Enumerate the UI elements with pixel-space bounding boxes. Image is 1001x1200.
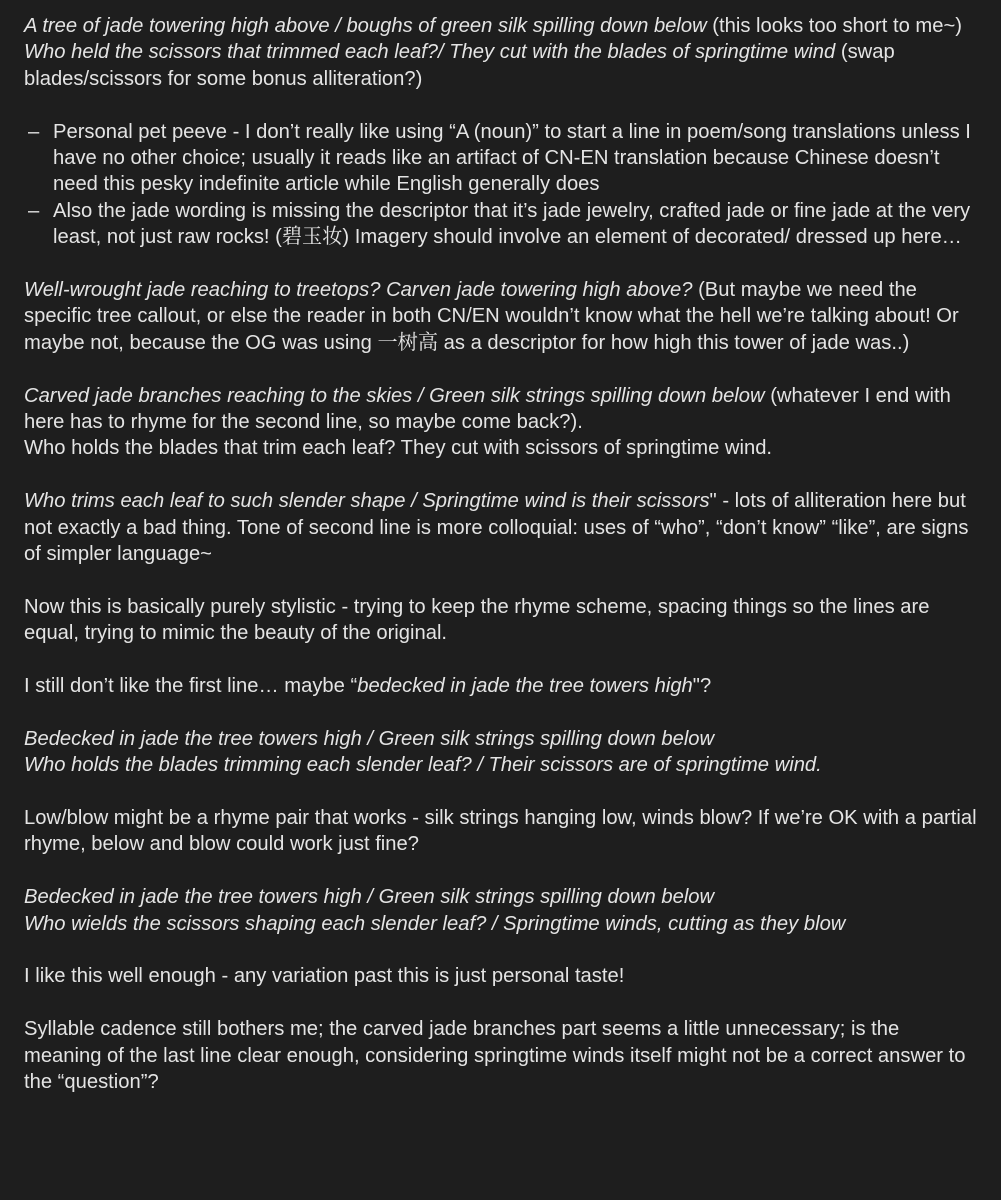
paragraph-spacer bbox=[24, 699, 981, 725]
text-run: Who holds the blades that trim each leaf? They cut with scissors of springtime wind. bbox=[24, 437, 773, 460]
paragraph-spacer bbox=[24, 990, 981, 1016]
paragraph-11 bbox=[24, 805, 981, 858]
paragraph-spacer bbox=[24, 858, 981, 884]
italic-text: Who wields the scissors shaping each slender leaf? / Springtime winds, cutting as they blow bbox=[24, 912, 846, 935]
text-run: (swap blades/scissors for some bonus alliteration?) bbox=[24, 41, 895, 90]
italic-text: bedecked in jade the tree towers high bbox=[357, 675, 693, 698]
italic-text: Bedecked in jade the tree towers high / Green silk strings spilling down below bbox=[24, 886, 715, 909]
paragraph-14 bbox=[24, 963, 981, 989]
paragraph-5 bbox=[24, 435, 981, 461]
italic-text: Bedecked in jade the tree towers high / Green silk strings spilling down below bbox=[24, 727, 715, 750]
italic-text: A tree of jade towering high above / boughs of green silk spilling down below bbox=[24, 15, 707, 37]
paragraph-15 bbox=[24, 1016, 981, 1095]
italic-text: Carved jade branches reaching to the skies / Green silk strings spilling down below bbox=[24, 384, 765, 407]
paragraph-6 bbox=[24, 488, 981, 567]
text-run: Syllable cadence still bothers me; the carved jade branches part seems a little unnecessary; is the meaning of the last line clear enough, considering springtime winds itself might not be a correct answer to the “question”? bbox=[24, 1018, 966, 1094]
paragraph-12 bbox=[24, 884, 981, 910]
italic-text: Who trims each leaf to such slender shape / Springtime wind is their scissors bbox=[24, 490, 710, 513]
paragraph-1 bbox=[24, 13, 981, 39]
text-run: (But maybe we need the specific tree callout, or else the reader in both CN/EN wouldn’t know what the hell we’re talking about! Or maybe not, because the OG was using 一树高 as a descriptor for how high this tower of jade was..) bbox=[24, 279, 959, 354]
paragraph-13 bbox=[24, 911, 981, 937]
paragraph-spacer bbox=[24, 779, 981, 805]
paragraph-3 bbox=[24, 277, 981, 356]
list-item-text: Personal pet peeve - I don’t really like using “A (noun)” to start a line in poem/song translations unless I have no other choice; usually it reads like an artifact of CN-EN translation because Chinese doesn’t need this pesky indefinite article while English generally does bbox=[53, 120, 971, 196]
text-run: "? bbox=[692, 675, 712, 698]
paragraph-7 bbox=[24, 594, 981, 647]
paragraph-2 bbox=[24, 39, 981, 92]
paragraph-spacer bbox=[24, 937, 981, 963]
text-run: Low/blow might be a rhyme pair that works - silk strings hanging low, winds blow? If we’re OK with a partial rhyme, below and blow could work just fine? bbox=[24, 807, 977, 856]
paragraph-9 bbox=[24, 726, 981, 752]
list-item bbox=[28, 119, 981, 198]
paragraph-4 bbox=[24, 383, 981, 436]
text-run: I still don’t like the first line… maybe “ bbox=[24, 675, 358, 698]
text-run: I like this well enough - any variation past this is just personal taste! bbox=[24, 965, 625, 988]
italic-text: Who held the scissors that trimmed each leaf?/ They cut with the blades of springtime wind bbox=[24, 41, 836, 64]
dash-bullet-icon: – bbox=[28, 199, 40, 222]
text-run: (this looks too short to me~) bbox=[706, 15, 962, 37]
text-run: " - lots of alliteration here but not exactly a bad thing. Tone of second line is more colloquial: uses of “who”, “don’t know” “like”, are signs of simpler language~ bbox=[24, 490, 969, 566]
paragraph-spacer bbox=[24, 251, 981, 277]
paragraph-spacer bbox=[24, 92, 981, 118]
paragraph-10 bbox=[24, 752, 981, 778]
text-run: (whatever I end with here has to rhyme for the second line, so maybe come back?). bbox=[24, 384, 951, 434]
paragraph-spacer bbox=[24, 647, 981, 673]
paragraph-spacer bbox=[24, 356, 981, 382]
dash-bullet-icon: – bbox=[28, 120, 40, 143]
paragraph-8 bbox=[24, 673, 981, 699]
paragraph-spacer bbox=[24, 567, 981, 593]
paragraph-spacer bbox=[24, 462, 981, 488]
bullet-list bbox=[24, 119, 981, 251]
document-body bbox=[24, 13, 981, 1095]
list-item-text: Also the jade wording is missing the descriptor that it’s jade jewelry, crafted jade or fine jade at the very least, not just raw rocks! (碧玉妆) Imagery should involve an element of decorated/ dressed up here… bbox=[53, 199, 971, 249]
text-run: Now this is basically purely stylistic - trying to keep the rhyme scheme, spacing things so the lines are equal, trying to mimic the beauty of the original. bbox=[24, 595, 930, 645]
italic-text: Who holds the blades trimming each slender leaf? / Their scissors are of springtime wind. bbox=[24, 754, 822, 777]
italic-text: Well-wrought jade reaching to treetops? Carven jade towering high above? bbox=[24, 279, 693, 302]
list-item bbox=[28, 198, 981, 251]
